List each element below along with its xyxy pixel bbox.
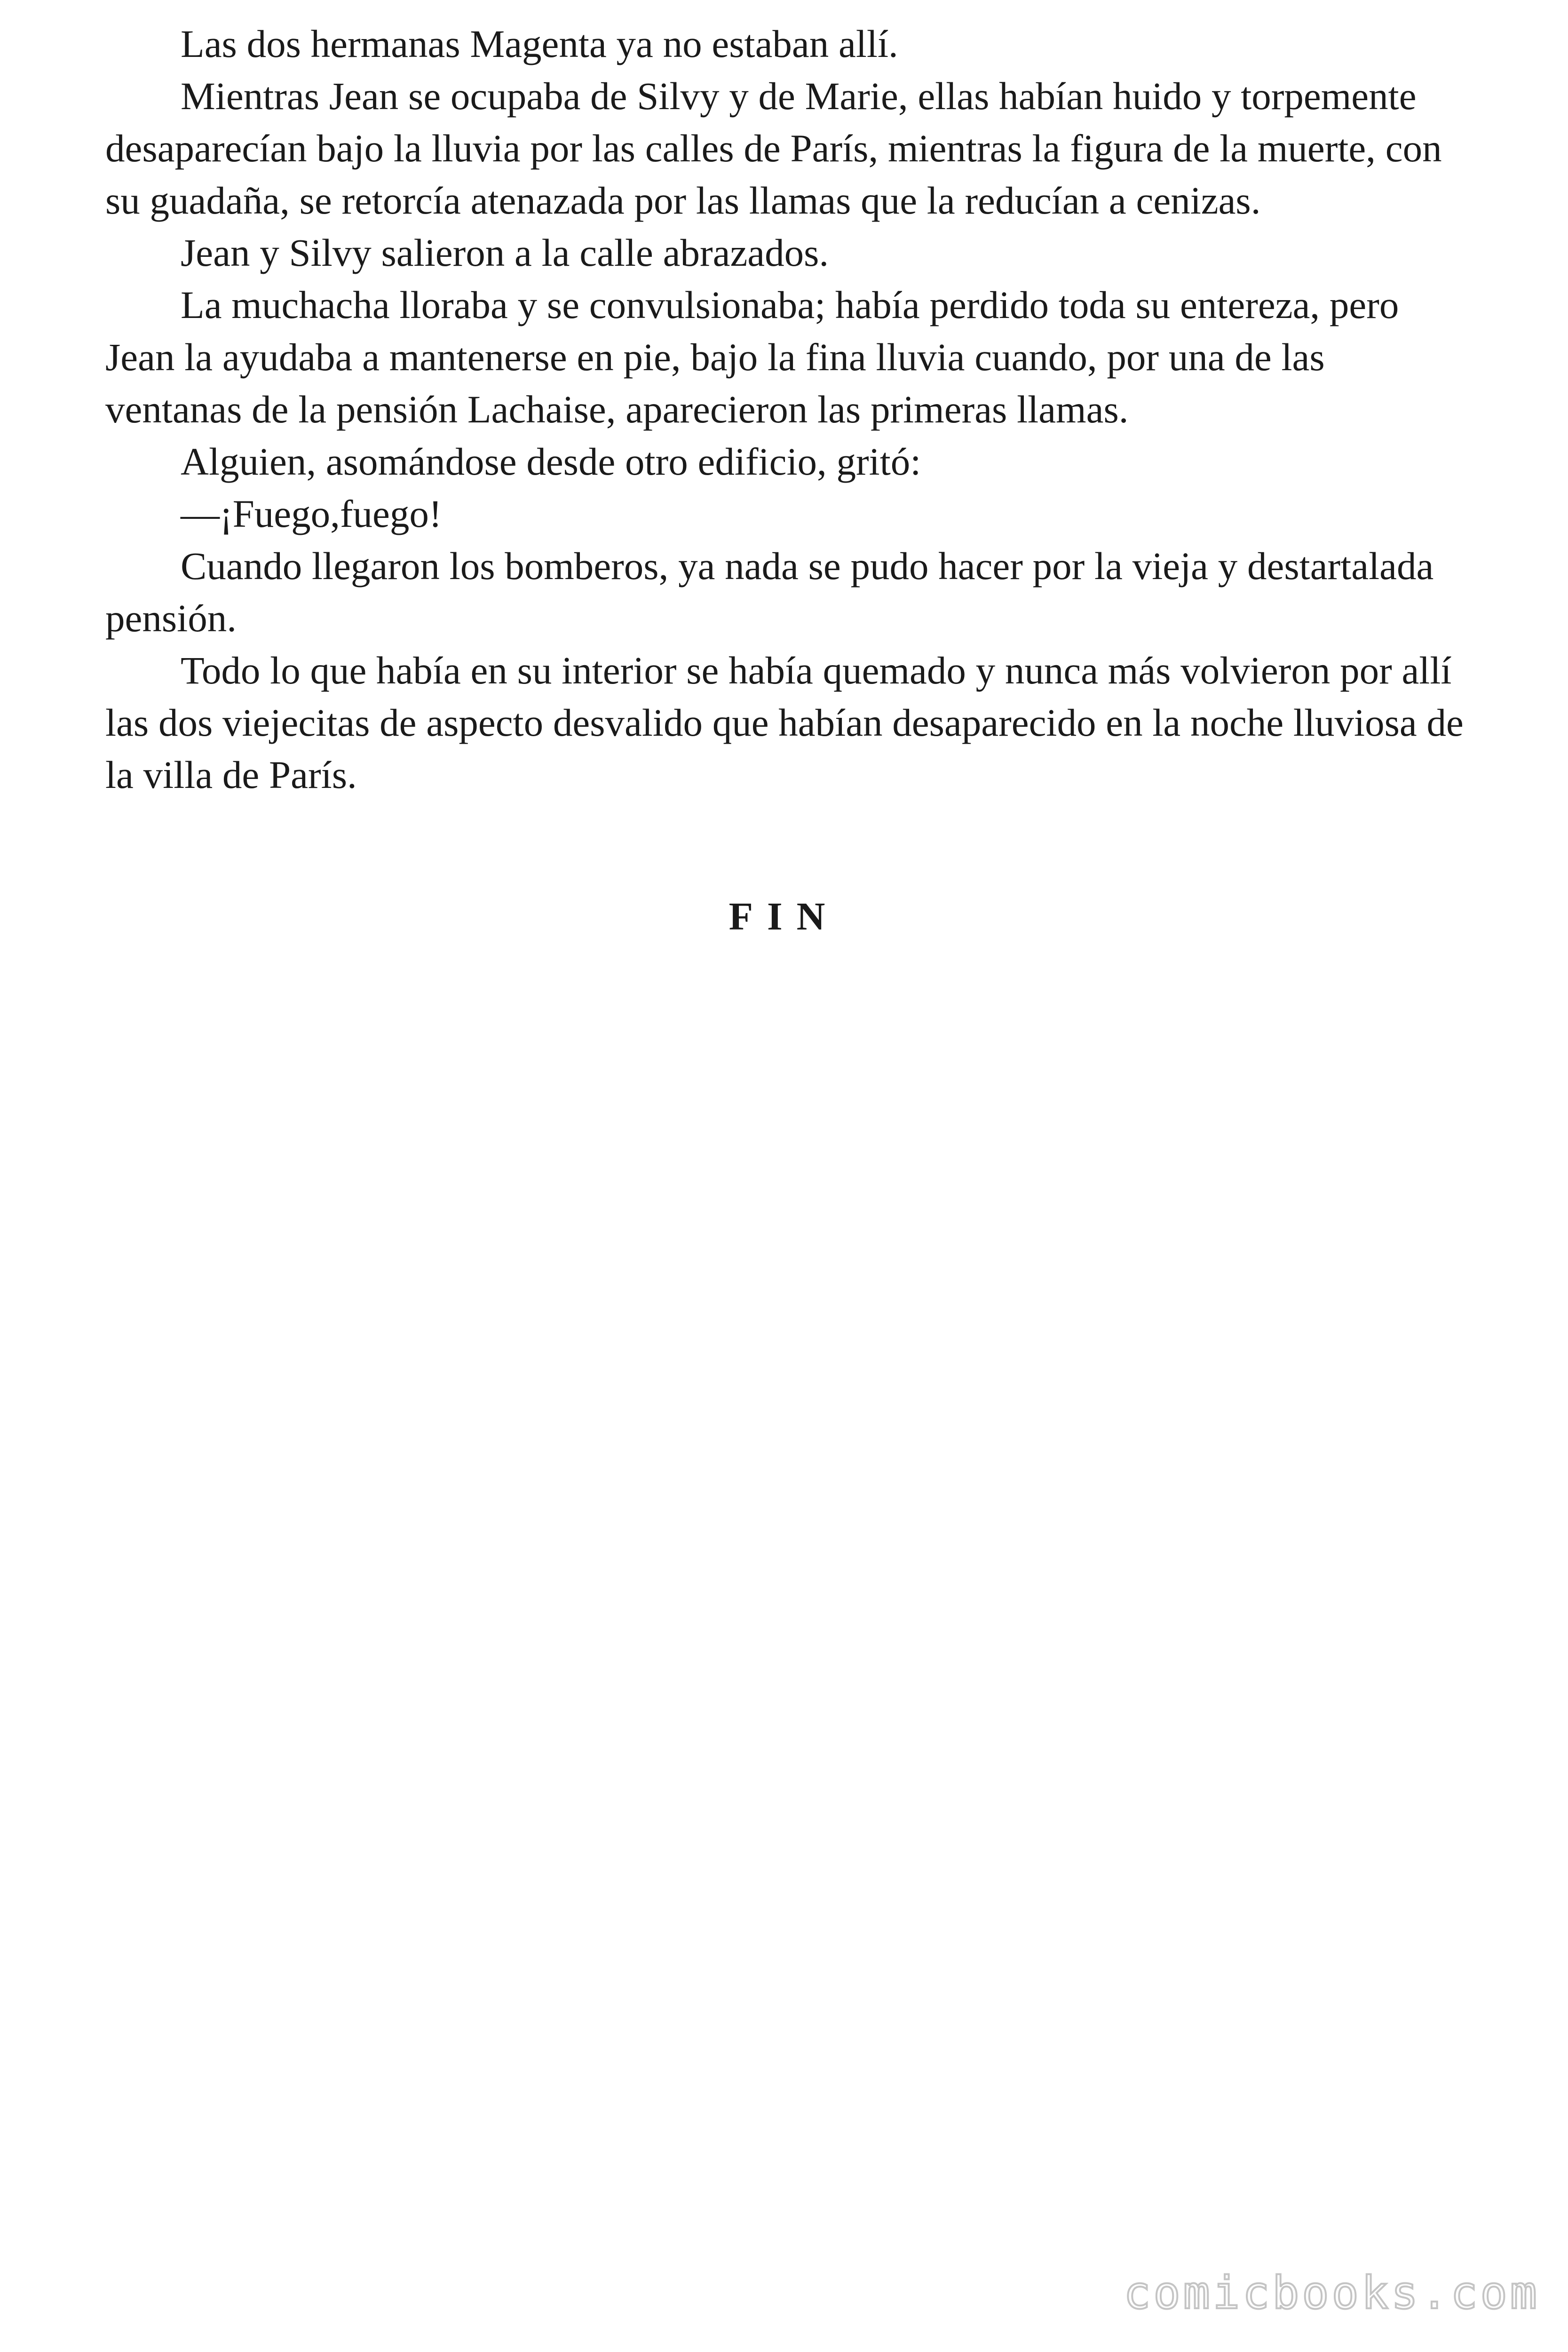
paragraph: Mientras Jean se ocupaba de Silvy y de Marie, ellas habían huido y torpemente desaparecían bajo la lluvia por las calles de París, mientras la figura de la muerte, con su guadaña, se retorcía atenazada por las llamas que la reducían a cenizas.	[105, 74, 1442, 222]
body-text	[105, 18, 1465, 801]
paragraph: Las dos hermanas Magenta ya no estaban allí.	[181, 22, 898, 65]
ending-title: FIN	[729, 895, 839, 938]
paragraph: Cuando llegaron los bomberos, ya nada se pudo hacer por la vieja y destartalada pensión.	[105, 544, 1434, 640]
paragraph: La muchacha lloraba y se convulsionaba; había perdido toda su entereza, pero Jean la ayudaba a mantenerse en pie, bajo la fina lluvia cuando, por una de las ventanas de la pensión Lachaise, aparecieron las primeras llamas.	[105, 283, 1399, 431]
paragraph: Jean y Silvy salieron a la calle abrazados.	[181, 231, 829, 274]
paragraph: Todo lo que había en su interior se había quemado y nunca más volvieron por allí las dos viejecitas de aspecto desvalido que habían desaparecido en la noche lluviosa de la villa de París.	[105, 649, 1464, 796]
watermark: comicbooks.com	[1124, 2267, 1540, 2319]
paragraph: —¡Fuego,fuego!	[181, 492, 442, 535]
paragraph: Alguien, asomándose desde otro edificio, gritó:	[181, 440, 921, 483]
